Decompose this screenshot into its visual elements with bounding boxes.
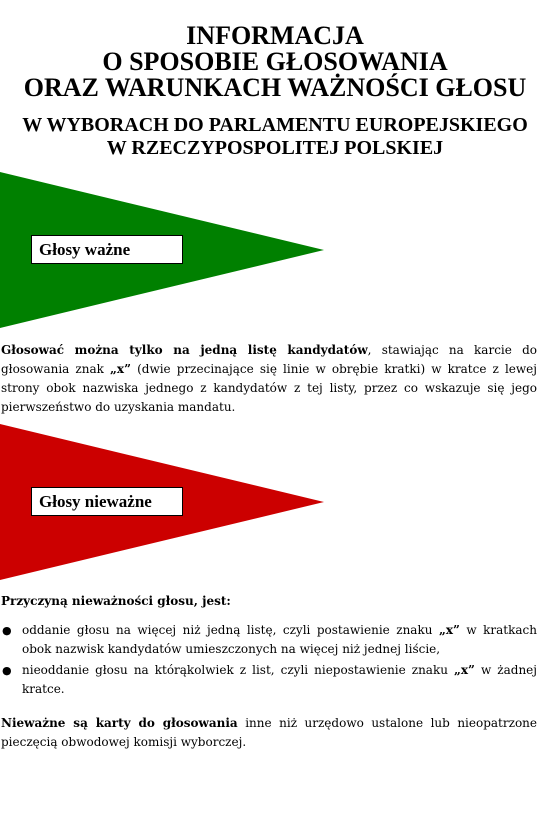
valid-votes-label: Głosy ważne [31, 235, 183, 264]
reason-mark-x: „x” [438, 623, 460, 637]
reason-text-before: oddanie głosu na więcej niż jedną listę, czyli postawienie znaku [22, 623, 439, 637]
reason-text-before: nieoddanie głosu na którąkolwiek z list, czyli niepostawienie znaku [22, 663, 454, 677]
subtitle-line-2: W RZECZYPOSPOLITEJ POLSKIEJ [106, 137, 444, 159]
valid-votes-pennant [0, 170, 330, 330]
voting-instructions-paragraph [1, 341, 537, 417]
reason-text-after: w kratkach obok nazwisk kandydatów umieszczonych na więcej niż jednej liście, [22, 623, 537, 656]
invalid-cards-paragraph [1, 714, 537, 752]
list-item [0, 661, 537, 699]
subtitle-line-1: W WYBORACH DO PARLAMENTU EUROPEJSKIEGO [22, 114, 528, 136]
voting-mark-x: „x” [110, 362, 131, 376]
list-item [0, 621, 537, 659]
bullet-icon: ● [2, 664, 12, 677]
title-line-1: INFORMACJA [186, 21, 364, 50]
invalid-reasons-list [0, 621, 537, 701]
invalid-reasons-heading: Przyczyną nieważności głosu, jest: [1, 594, 231, 608]
reason-mark-x: „x” [454, 663, 475, 677]
invalid-votes-pennant [0, 422, 330, 582]
voting-rule-text-1: , stawiając na karcie do głosowania znak [1, 343, 537, 376]
reason-text-after: w żadnej kratce. [22, 663, 538, 696]
invalid-cards-text: inne niż urzędowo ustalone lub nieopatrzone pieczęcią obwodowej komisji wyborczej. [1, 716, 537, 749]
title-line-3: ORAZ WARUNKACH WAŻNOŚCI GŁOSU [23, 73, 527, 102]
invalid-cards-bold: Nieważne są karty do głosowania [1, 716, 238, 730]
bullet-icon: ● [2, 624, 12, 637]
invalid-votes-label: Głosy nieważne [31, 487, 183, 516]
voting-rule-text-2: (dwie przecinające się linie w obrębie kratki) w kratce z lewej strony obok nazwiska jednego z kandydatów z tej listy, przez co wskazuje się jego pierwszeństwo do uzyskania mandatu. [1, 362, 537, 414]
voting-rule-bold: Głosować można tylko na jedną listę kandydatów [1, 343, 368, 357]
title-line-2: O SPOSOBIE GŁOSOWANIA [102, 47, 448, 76]
